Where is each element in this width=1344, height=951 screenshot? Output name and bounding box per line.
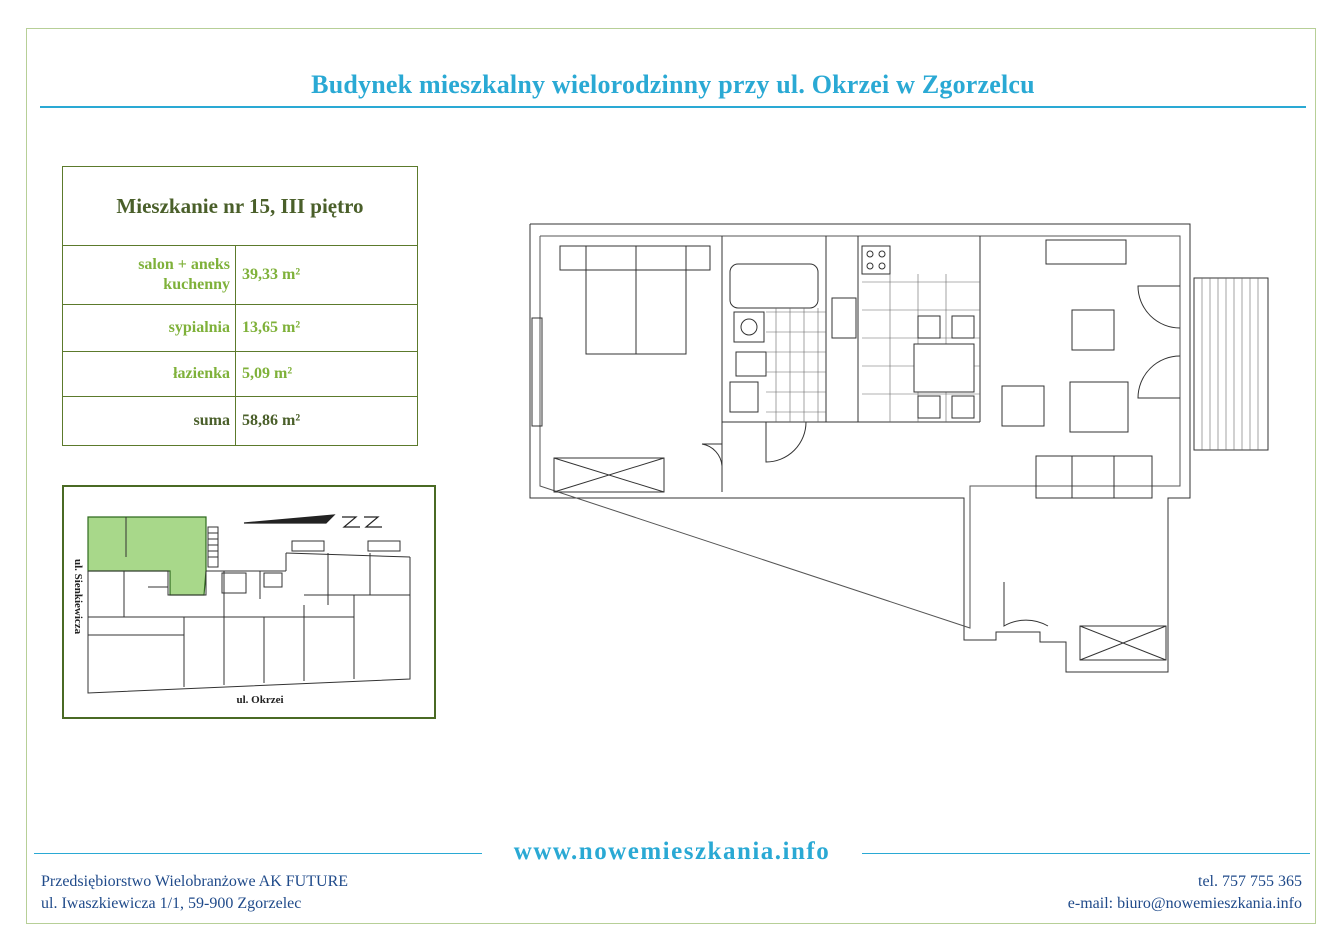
street-label-okrzei: ul. Okrzei [236, 694, 284, 706]
bed-headboard [560, 246, 710, 270]
area-table [62, 166, 418, 446]
highlighted-unit [88, 517, 206, 595]
floor-plan [526, 222, 1276, 682]
door-arc [1138, 286, 1180, 328]
table-row [63, 397, 418, 446]
row-label-bedroom: sypialnia [63, 305, 236, 352]
dining-table [914, 344, 974, 392]
phone-number: tel. 757 755 365 [1198, 873, 1302, 890]
living-label-line1: salon + aneks [138, 256, 230, 273]
coffee-table [1070, 382, 1128, 432]
title-divider [40, 106, 1306, 108]
contact-info [1068, 871, 1302, 915]
kitchen-sink [832, 298, 856, 338]
table-row [63, 305, 418, 352]
site-plan [62, 485, 436, 719]
door-arc [1138, 356, 1180, 398]
apartment-heading: Mieszkanie nr 15, III piętro [63, 167, 418, 246]
company-name: Przedsiębiorstwo Wielobranżowe AK FUTURE [41, 873, 349, 890]
chair [918, 396, 940, 418]
tv-cabinet [1046, 240, 1126, 264]
sink [734, 312, 764, 342]
door-arc [1004, 582, 1048, 626]
website-link[interactable]: www.nowemieszkania.info [513, 838, 831, 865]
door-arc [702, 444, 722, 466]
email-address[interactable]: e-mail: biuro@nowemieszkania.info [1067, 895, 1302, 912]
bathtub [730, 264, 818, 308]
chair [918, 316, 940, 338]
toilet [736, 352, 766, 376]
footer-divider-left [34, 853, 482, 854]
row-label-total: suma [63, 397, 236, 446]
table-row [63, 246, 418, 305]
page-title: Budynek mieszkalny wielorodzinny przy ul. Okrzei w Zgorzelcu [311, 70, 1035, 99]
outer-wall [530, 224, 1190, 672]
washbasin [730, 382, 758, 412]
door-arc [766, 422, 806, 462]
footer-divider-right [862, 853, 1310, 854]
row-label-bathroom: łazienka [63, 352, 236, 397]
armchair [1072, 310, 1114, 350]
sofa [1036, 456, 1152, 498]
company-address: ul. Iwaszkiewicza 1/1, 59-900 Zgorzelec [41, 895, 302, 912]
row-label-living [63, 246, 236, 305]
armchair [1002, 386, 1044, 426]
street-label-sienkiewicza: ul. Sienkiewicza [72, 559, 84, 635]
sink-basin [741, 319, 757, 335]
hob [862, 246, 890, 274]
living-label-line2: kuchenny [163, 276, 230, 293]
row-value-bedroom: 13,65 m² [236, 305, 418, 352]
site-plan-drawing [64, 487, 434, 717]
company-info [41, 871, 348, 915]
balcony [1194, 278, 1268, 450]
north-arrow-icon [244, 515, 382, 527]
row-value-total: 58,86 m² [236, 397, 418, 446]
chair [952, 316, 974, 338]
row-value-living: 39,33 m² [236, 246, 418, 305]
row-value-bathroom: 5,09 m² [236, 352, 418, 397]
chair [952, 396, 974, 418]
table-row [63, 352, 418, 397]
